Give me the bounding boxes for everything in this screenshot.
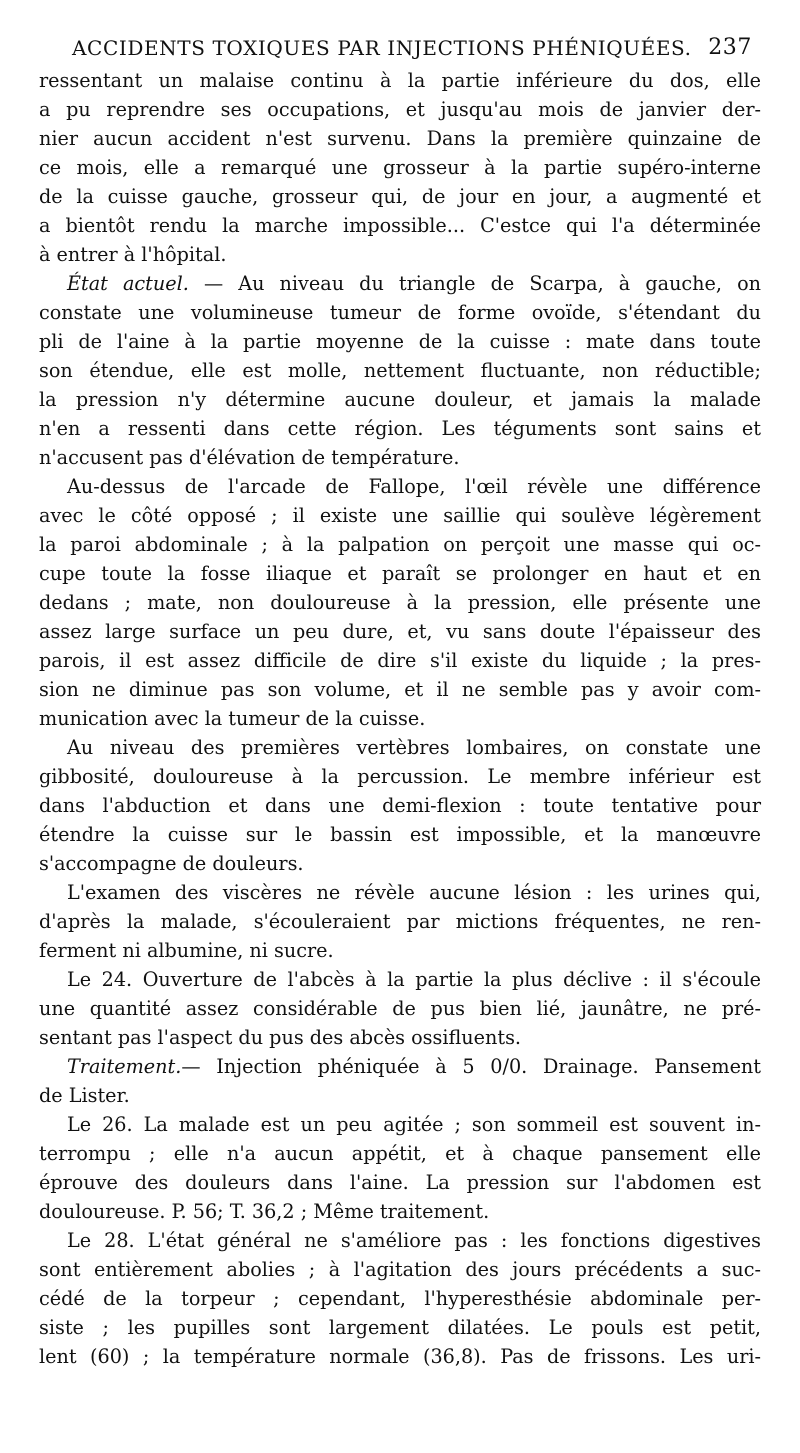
text-line: éprouve des douleurs dans l'aine. La pression sur l'abdomen est [39,1171,761,1194]
text-line: la pression n'y détermine aucune douleur, et jamais la malade [39,388,761,411]
paragraph-6 [39,965,761,1052]
text-line [39,269,761,298]
text-line: avec le côté opposé ; il existe une saillie qui soulève légèrement [39,504,761,527]
paragraph-5 [39,878,761,965]
text-line: Le 24. Ouverture de l'abcès à la partie la plus déclive : il s'écoule [67,968,761,991]
text-line: sion ne diminue pas son volume, et il ne semble pas y avoir com- [39,678,761,701]
text-line: Au-dessus de l'arcade de Fallope, l'œil révèle une différence [67,475,761,498]
text-line: sentant pas l'aspect du pus des abcès ossifluents. [39,1026,522,1049]
text-line: L'examen des viscères ne révèle aucune lésion : les urines qui, [67,881,761,904]
paragraph-9 [39,1226,761,1371]
text-line: cédé de la torpeur ; cependant, l'hyperesthésie abdominale per- [39,1287,761,1310]
text-line: nier aucun accident n'est survenu. Dans la première quinzaine de [39,127,761,150]
paragraph-1 [39,66,761,269]
text-line: dedans ; mate, non douloureuse à la pression, elle présente une [39,591,761,614]
text-line: la paroi abdominale ; à la palpation on perçoit une masse qui oc- [39,533,761,556]
line-rest: — Injection phéniquée à 5 0/0. Drainage. Pansement [181,1055,761,1078]
text-line: lent (60) ; la température normale (36,8). Pas de frissons. Les uri- [39,1345,761,1368]
text-line: Le 28. L'état général ne s'améliore pas : les fonctions digestives [67,1229,761,1252]
line-rest: — Au niveau du triangle de Scarpa, à gauche, on [188,272,761,295]
text-line: parois, il est assez difficile de dire s'il existe du liquide ; la pres- [39,649,761,672]
running-title: ACCIDENTS TOXIQUES PAR INJECTIONS PHÉNIQUÉES. [72,36,692,60]
section-lead: État actuel. [67,272,189,295]
text-line: de Lister. [39,1084,130,1107]
section-lead: Traitement. [67,1055,182,1078]
text-line: ferment ni albumine, ni sucre. [39,939,334,962]
text-line: à entrer à l'hôpital. [39,243,227,266]
running-header [72,33,752,63]
text-line: cupe toute la fosse iliaque et paraît se prolonger en haut et en [39,562,761,585]
text-line: siste ; les pupilles sont largement dilatées. Le pouls est petit, [39,1316,761,1339]
text-line: ce mois, elle a remarqué une grosseur à la partie supéro-interne [39,156,761,179]
text-line: s'accompagne de douleurs. [39,852,304,875]
text-line: douloureuse. P. 56; T. 36,2 ; Même traitement. [39,1200,490,1223]
text-line: ressentant un malaise continu à la partie inférieure du dos, elle [39,69,761,92]
text-line: de la cuisse gauche, grosseur qui, de jour en jour, a augmenté et [39,185,761,208]
body-text [39,66,761,1371]
paragraph-traitement [39,1052,761,1110]
text-line: a bientôt rendu la marche impossible... C'estce qui l'a déterminée [39,214,761,237]
text-line: constate une volumineuse tumeur de forme ovoïde, s'étendant du [39,301,761,324]
paragraph-8 [39,1110,761,1226]
text-line: Au niveau des premières vertèbres lombaires, on constate une [67,736,761,759]
text-line: munication avec la tumeur de la cuisse. [39,707,426,730]
paragraph-4 [39,733,761,878]
paragraph-etat-actuel [39,269,761,472]
text-line: Le 26. La malade est un peu agitée ; son sommeil est souvent in- [67,1113,761,1136]
text-line: gibbosité, douloureuse à la percussion. Le membre inférieur est [39,765,761,788]
text-line: dans l'abduction et dans une demi-flexion : toute tentative pour [39,794,761,817]
paragraph-3 [39,472,761,733]
text-line [39,1052,761,1081]
text-line: terrompu ; elle n'a aucun appétit, et à chaque pansement elle [39,1142,761,1165]
text-line: étendre la cuisse sur le bassin est impossible, et la manœuvre [39,823,761,846]
text-line: pli de l'aine à la partie moyenne de la cuisse : mate dans toute [39,330,761,353]
text-line: une quantité assez considérable de pus bien lié, jaunâtre, ne pré- [39,997,761,1020]
text-line: d'après la malade, s'écouleraient par mictions fréquentes, ne ren- [39,910,761,933]
text-line: son étendue, elle est molle, nettement fluctuante, non réductible; [39,359,761,382]
text-line: sont entièrement abolies ; à l'agitation des jours précédents a suc- [39,1258,761,1281]
text-line: n'en a ressenti dans cette région. Les téguments sont sains et [39,417,761,440]
text-line: a pu reprendre ses occupations, et jusqu'au mois de janvier der- [39,98,761,121]
text-line: assez large surface un peu dure, et, vu sans doute l'épaisseur des [39,620,761,643]
text-line: n'accusent pas d'élévation de température. [39,446,460,469]
page-number: 237 [708,35,752,60]
